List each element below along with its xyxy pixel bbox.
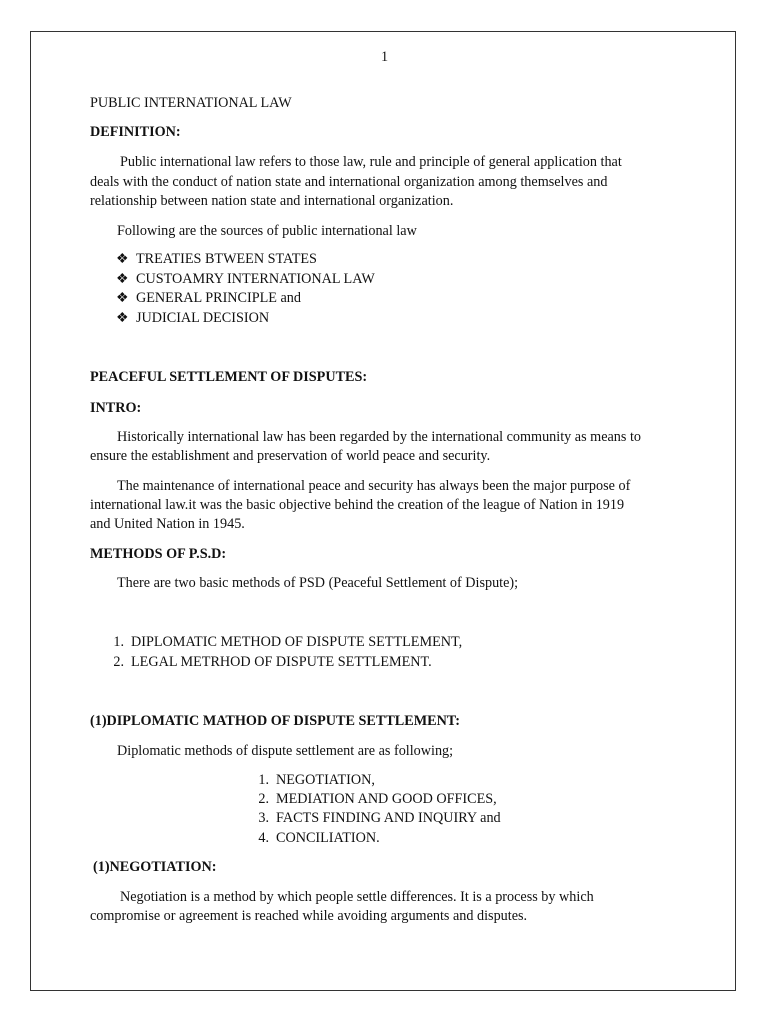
list-number: 2. xyxy=(113,654,124,670)
list-number: 1. xyxy=(258,772,269,788)
list-number: 2. xyxy=(258,791,269,807)
intro-p2-line-1: The maintenance of international peace and security has always been the major purpose of xyxy=(117,478,631,494)
method-label: DIPLOMATIC METHOD OF DISPUTE SETTLEMENT, xyxy=(131,634,463,650)
diplomatic-heading: (1)DIPLOMATIC MATHOD OF DISPUTE SETTLEMENT: xyxy=(90,713,460,729)
source-label: CUSTOAMRY INTERNATIONAL LAW xyxy=(136,271,375,287)
intro-p1-line-1: Historically international law has been regarded by the international community as means to xyxy=(117,429,641,445)
bullet-icon: ❖ xyxy=(116,290,129,306)
source-label: TREATIES BTWEEN STATES xyxy=(136,251,317,267)
document-title: PUBLIC INTERNATIONAL LAW xyxy=(90,95,292,111)
methods-heading: METHODS OF P.S.D: xyxy=(90,546,227,562)
source-label: GENERAL PRINCIPLE and xyxy=(136,290,301,306)
diplomatic-method-label: MEDIATION AND GOOD OFFICES, xyxy=(276,791,497,807)
intro-p2-line-3: and United Nation in 1945. xyxy=(90,516,245,532)
intro-p1-line-2: ensure the establishment and preservation of world peace and security. xyxy=(90,448,491,464)
list-number: 1. xyxy=(113,634,124,650)
diplomatic-method-label: NEGOTIATION, xyxy=(276,772,375,788)
definition-heading: DEFINITION: xyxy=(90,124,181,140)
bullet-icon: ❖ xyxy=(116,271,129,287)
definition-text-line-2: deals with the conduct of nation state and international organization among themselves and xyxy=(90,174,608,190)
list-number: 3. xyxy=(258,810,269,826)
methods-intro: There are two basic methods of PSD (Peaceful Settlement of Dispute); xyxy=(117,575,519,591)
bullet-icon: ❖ xyxy=(116,310,129,326)
negotiation-line-1: Negotiation is a method by which people settle differences. It is a process by which xyxy=(120,889,594,905)
diplomatic-method-label: FACTS FINDING AND INQUIRY and xyxy=(276,810,501,826)
method-label: LEGAL METRHOD OF DISPUTE SETTLEMENT. xyxy=(131,654,432,670)
source-label: JUDICIAL DECISION xyxy=(136,310,270,326)
psd-heading: PEACEFUL SETTLEMENT OF DISPUTES: xyxy=(90,369,368,385)
intro-p2-line-2: international law.it was the basic objective behind the creation of the league of Nation in 1919 xyxy=(90,497,625,513)
page-number: 1 xyxy=(381,49,389,65)
sources-intro: Following are the sources of public international law xyxy=(117,223,417,239)
intro-heading: INTRO: xyxy=(90,400,142,416)
list-number: 4. xyxy=(258,830,269,846)
document-page xyxy=(30,31,736,991)
bullet-icon: ❖ xyxy=(116,251,129,267)
negotiation-heading: (1)NEGOTIATION: xyxy=(93,859,217,875)
definition-text-line-3: relationship between nation state and international organization. xyxy=(90,193,454,209)
negotiation-line-2: compromise or agreement is reached while avoiding arguments and disputes. xyxy=(90,908,528,924)
diplomatic-method-label: CONCILIATION. xyxy=(276,830,380,846)
definition-text-line-1: Public international law refers to those law, rule and principle of general application that xyxy=(120,154,622,170)
diplomatic-intro: Diplomatic methods of dispute settlement are as following; xyxy=(117,743,454,759)
